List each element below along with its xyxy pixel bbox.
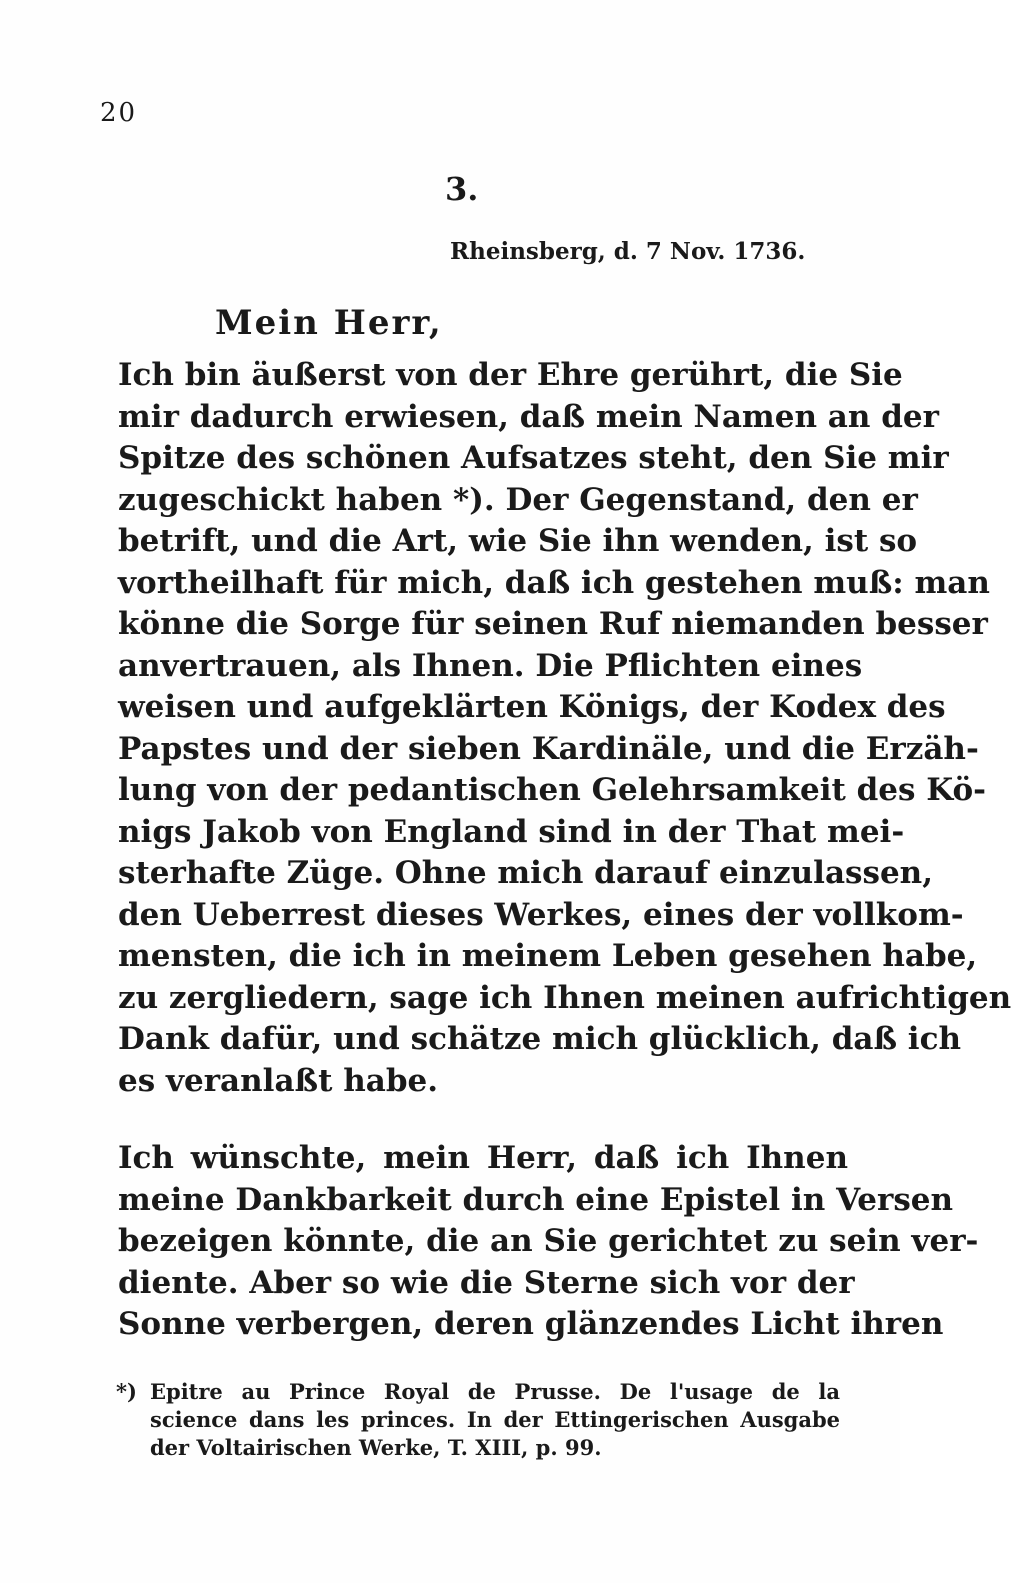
text-line: diente. Aber so wie die Sterne sich vor der	[118, 1264, 855, 1301]
text-line: bezeigen könnte, die an Sie gerichtet zu sein ver-	[118, 1223, 979, 1259]
text-line: den Ueberrest dieses Werkes, eines der vollkom-	[118, 896, 964, 933]
footnote	[116, 1378, 840, 1462]
text-line: Sonne verbergen, deren glänzendes Licht ihren	[118, 1306, 944, 1342]
text-line: zu zergliedern, sage ich Ihnen meinen aufrichtigen	[118, 979, 1011, 1016]
text-line: Dank dafür, und schätze mich glücklich, daß ich	[118, 1021, 961, 1057]
text-line: mir dadurch erwiesen, daß mein Namen an der	[118, 398, 939, 435]
text-line: Spitze des schönen Aufsatzes steht, den Sie mir	[118, 440, 949, 476]
text-line: könne die Sorge für seinen Ruf niemanden besser	[118, 606, 988, 642]
paragraph-2	[118, 1138, 979, 1346]
text-line: Ich bin äußerst von der Ehre gerührt, die Sie	[118, 357, 903, 393]
paragraph-1	[118, 355, 1011, 1102]
text-line: meine Dankbarkeit durch eine Epistel in Versen	[118, 1181, 954, 1218]
text-line: nigs Jakob von England sind in der That mei-	[118, 813, 905, 850]
text-line: anvertrauen, als Ihnen. Die Pflichten eines	[118, 647, 863, 684]
footnote-line	[116, 1378, 840, 1406]
letter-number: 3.	[445, 170, 479, 208]
footnote-marker: *)	[116, 1379, 137, 1404]
place-date: Rheinsberg, d. 7 Nov. 1736.	[450, 238, 806, 265]
text-line: mensten, die ich in meinem Leben gesehen habe,	[118, 938, 978, 974]
text-line: betrift, und die Art, wie Sie ihn wenden, ist so	[118, 523, 918, 559]
footnote-line: science dans les princes. In der Ettingerischen Ausgabe	[150, 1407, 840, 1432]
text-line: es veranlaßt habe.	[118, 1062, 439, 1099]
text-line: lung von der pedantischen Gelehrsamkeit des Kö-	[118, 772, 987, 808]
text-line: weisen und aufgeklärten Königs, der Kodex des	[118, 689, 946, 725]
footnote-line: der Voltairischen Werke, T. XIII, p. 99.	[150, 1435, 602, 1460]
footnote-text: Epitre au Prince Royal de Prusse. De l'usage de la	[150, 1379, 840, 1404]
text-line: Ich wünschte, mein Herr, daß ich Ihnen	[118, 1140, 848, 1176]
salutation: Mein Herr,	[215, 303, 443, 343]
text-line: Papstes und der sieben Kardinäle, und die Erzäh-	[118, 730, 979, 767]
text-line: sterhafte Züge. Ohne mich darauf einzulassen,	[118, 855, 934, 891]
page-number: 20	[100, 98, 138, 128]
text-line: zugeschickt haben *). Der Gegenstand, den er	[118, 481, 918, 518]
text-line: vortheilhaft für mich, daß ich gestehen muß: man	[118, 564, 990, 601]
